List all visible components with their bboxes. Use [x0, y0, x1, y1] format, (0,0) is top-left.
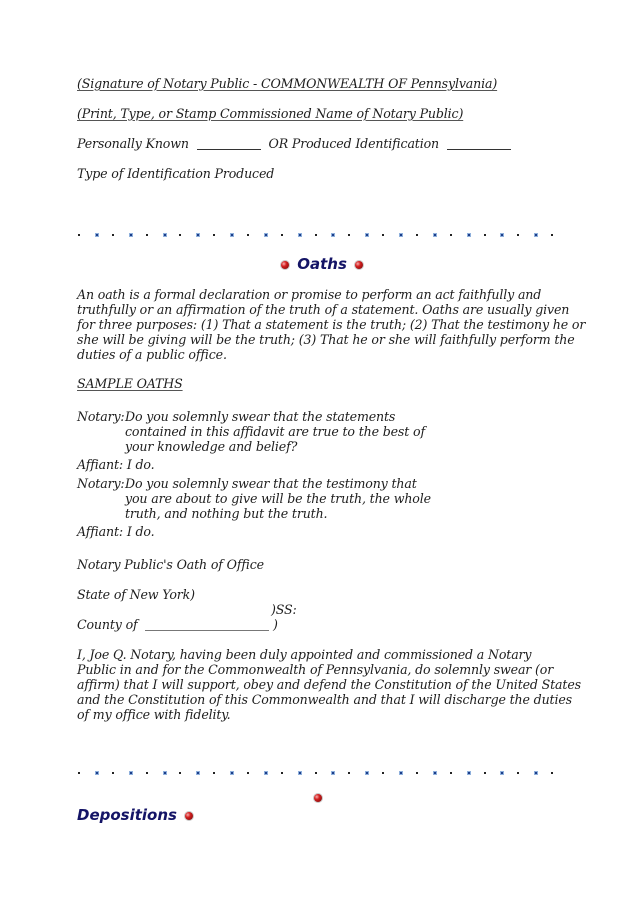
- personally-known-label: Personally Known: [77, 136, 189, 151]
- divider-dot: [551, 772, 553, 774]
- divider-square: [264, 771, 268, 775]
- divider-dot: [78, 234, 80, 236]
- section-divider: [78, 770, 554, 776]
- divider-square: [129, 233, 133, 237]
- divider-dot: [382, 772, 384, 774]
- identification-type-label: Type of Identification Produced: [77, 166, 275, 181]
- divider-square: [500, 771, 504, 775]
- sample-oaths-heading: SAMPLE OATHS: [77, 376, 183, 391]
- divider-dot: [450, 772, 452, 774]
- divider-square: [399, 233, 403, 237]
- ss-label: )SS:: [271, 602, 297, 617]
- divider-square: [95, 771, 99, 775]
- divider-dot: [213, 234, 215, 236]
- divider-dot: [247, 234, 249, 236]
- dialogue-line: I do.: [126, 457, 155, 472]
- divider-dot: [281, 234, 283, 236]
- divider-dot: [382, 234, 384, 236]
- divider-square: [230, 771, 234, 775]
- divider-dot: [281, 772, 283, 774]
- divider-square: [365, 233, 369, 237]
- county-close-paren: ): [273, 617, 278, 632]
- divider-dot: [146, 772, 148, 774]
- red-bullet-icon: [281, 261, 289, 269]
- divider-dot: [78, 772, 80, 774]
- divider-square: [95, 233, 99, 237]
- depositions-heading: [77, 806, 193, 824]
- divider-square: [163, 233, 167, 237]
- dialogue-text: [125, 476, 431, 521]
- divider-dot: [484, 234, 486, 236]
- divider-dot: [112, 772, 114, 774]
- red-bullet-icon: [355, 261, 363, 269]
- dialogue-speaker: [77, 524, 154, 539]
- section-divider: [78, 232, 554, 238]
- divider-square: [331, 233, 335, 237]
- oaths-heading-text: Oaths: [297, 255, 347, 273]
- speaker-label: Affiant:: [77, 524, 123, 539]
- divider-square: [264, 233, 268, 237]
- personally-known-blank[interactable]: [197, 148, 261, 150]
- divider-dot: [348, 234, 350, 236]
- dialogue-speaker: Notary:: [77, 409, 125, 424]
- dialogue-line: you are about to give will be the truth, the whole: [125, 491, 431, 506]
- divider-dot: [484, 772, 486, 774]
- dialogue-line: Do you solemnly swear that the statements: [125, 409, 396, 424]
- divider-dot: [517, 772, 519, 774]
- paragraph-line: Public in and for the Commonwealth of Pennsylvania, do solemnly swear (or: [77, 662, 554, 677]
- divider-square: [331, 771, 335, 775]
- oath-of-office-title: Notary Public's Oath of Office: [77, 557, 264, 572]
- paragraph-line: for three purposes: (1) That a statement is the truth; (2) That the testimony he or: [77, 317, 586, 332]
- dialogue-line: Do you solemnly swear that the testimony that: [125, 476, 417, 491]
- paragraph-line: affirm) that I will support, obey and defend the Constitution of the United States: [77, 677, 581, 692]
- divider-dot: [517, 234, 519, 236]
- divider-dot: [348, 772, 350, 774]
- paragraph-line: and the Constitution of this Commonwealth and that I will discharge the duties: [77, 692, 572, 707]
- paragraph-line: of my office with fidelity.: [77, 707, 231, 722]
- divider-dot: [416, 234, 418, 236]
- state-line: State of New York): [77, 587, 195, 602]
- divider-dot: [315, 234, 317, 236]
- divider-square: [467, 771, 471, 775]
- divider-dot: [213, 772, 215, 774]
- divider-square: [500, 233, 504, 237]
- divider-square: [467, 233, 471, 237]
- paragraph-line: truthfully or an affirmation of the truth of a statement. Oaths are usually given: [77, 302, 570, 317]
- depositions-heading-text: Depositions: [77, 806, 177, 824]
- dialogue-speaker: [77, 457, 154, 472]
- divider-square: [399, 771, 403, 775]
- oaths-intro-paragraph: [77, 287, 586, 362]
- paragraph-line: I, Joe Q. Notary, having been duly appointed and commissioned a Notary: [77, 647, 532, 662]
- divider-dot: [551, 234, 553, 236]
- divider-square: [298, 233, 302, 237]
- dialogue-line: truth, and nothing but the truth.: [125, 506, 328, 521]
- red-bullet-icon: [314, 794, 322, 802]
- divider-square: [196, 771, 200, 775]
- divider-dot: [179, 772, 181, 774]
- divider-dot: [315, 772, 317, 774]
- dialogue-speaker: Notary:: [77, 476, 125, 491]
- oath-of-office-paragraph: [77, 647, 581, 722]
- paragraph-line: she will be giving will be the truth; (3) That he or she will faithfully perform the: [77, 332, 575, 347]
- divider-square: [230, 233, 234, 237]
- red-bullet-icon: [185, 812, 193, 820]
- oaths-heading: [281, 255, 363, 273]
- divider-square: [534, 771, 538, 775]
- commissioned-name-label: (Print, Type, or Stamp Commissioned Name of Notary Public): [77, 106, 464, 121]
- county-label: County of: [77, 617, 138, 632]
- divider-dot: [179, 234, 181, 236]
- county-blank[interactable]: [145, 629, 269, 631]
- dialogue-line: I do.: [126, 524, 155, 539]
- divider-square: [365, 771, 369, 775]
- county-line: [77, 617, 269, 632]
- divider-square: [163, 771, 167, 775]
- paragraph-line: duties of a public office.: [77, 347, 227, 362]
- divider-square: [534, 233, 538, 237]
- identification-row: [77, 136, 511, 151]
- divider-dot: [450, 234, 452, 236]
- dialogue-line: contained in this affidavit are true to the best of: [125, 424, 425, 439]
- divider-square: [298, 771, 302, 775]
- divider-square: [129, 771, 133, 775]
- signature-line-label: (Signature of Notary Public - COMMONWEALTH OF Pennsylvania): [77, 76, 498, 91]
- speaker-label: Affiant:: [77, 457, 123, 472]
- divider-dot: [146, 234, 148, 236]
- divider-square: [196, 233, 200, 237]
- dialogue-text: [125, 409, 425, 454]
- divider-dot: [247, 772, 249, 774]
- produced-identification-label: OR Produced Identification: [268, 136, 439, 151]
- divider-square: [433, 233, 437, 237]
- dialogue-line: your knowledge and belief?: [125, 439, 298, 454]
- divider-square: [433, 771, 437, 775]
- divider-dot: [112, 234, 114, 236]
- paragraph-line: An oath is a formal declaration or promise to perform an act faithfully and: [77, 287, 542, 302]
- divider-dot: [416, 772, 418, 774]
- produced-identification-blank[interactable]: [447, 148, 511, 150]
